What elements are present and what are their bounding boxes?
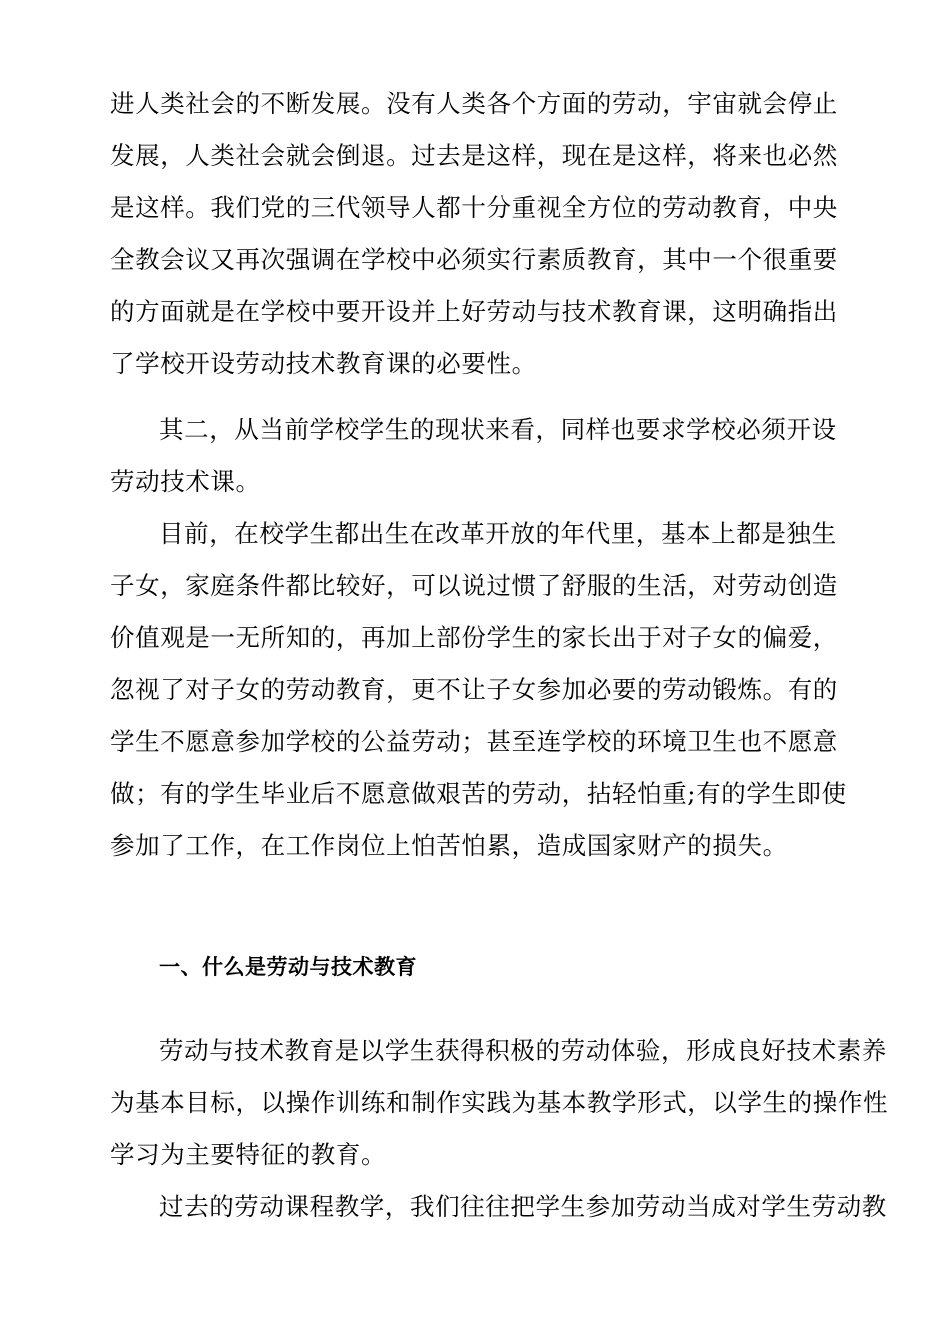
paragraph-3-line-4: 忽视了对子女的劳动教育，更不让子女参加必要的劳动锻炼。有的 xyxy=(110,675,838,704)
paragraph-4-line-3: 学习为主要特征的教育。 xyxy=(110,1140,387,1169)
paragraph-1-line-4: 全教会议又再次强调在学校中必须实行素质教育，其中一个很重要 xyxy=(110,245,838,274)
paragraph-4-line-1: 劳动与技术教育是以学生获得积极的劳动体验，形成良好技术素养 xyxy=(159,1036,887,1065)
paragraph-1-line-1: 进人类社会的不断发展。没有人类各个方面的劳动，宇宙就会停止 xyxy=(110,89,838,118)
paragraph-3-line-5: 学生不愿意参加学校的公益劳动；甚至连学校的环境卫生也不愿意 xyxy=(110,727,838,756)
paragraph-1-line-5: 的方面就是在学校中要开设并上好劳动与技术教育课，这明确指出 xyxy=(110,297,838,326)
paragraph-4-line-2: 为基本目标，以操作训练和制作实践为基本教学形式，以学生的操作性 xyxy=(110,1088,889,1117)
paragraph-1-line-2: 发展，人类社会就会倒退。过去是这样，现在是这样，将来也必然 xyxy=(110,141,838,170)
paragraph-5-line-1: 过去的劳动课程教学，我们往往把学生参加劳动当成对学生劳动教 xyxy=(159,1192,887,1221)
section-heading: 一、什么是劳动与技术教育 xyxy=(159,955,417,979)
paragraph-3-line-7: 参加了工作，在工作岗位上怕苦怕累，造成国家财产的损失。 xyxy=(110,831,788,860)
paragraph-3-line-2: 子女，家庭条件都比较好，可以说过惯了舒服的生活，对劳动创造 xyxy=(110,571,838,600)
paragraph-1-line-6: 了学校开设劳动技术教育课的必要性。 xyxy=(110,349,537,378)
paragraph-3-line-1: 目前，在校学生都出生在改革开放的年代里，基本上都是独生 xyxy=(159,519,837,548)
paragraph-3-line-3: 价值观是一无所知的，再加上部份学生的家长出于对子女的偏爱， xyxy=(110,623,838,652)
paragraph-3-line-6: 做；有的学生毕业后不愿意做艰苦的劳动，拈轻怕重;有的学生即使 xyxy=(110,779,847,808)
paragraph-1-line-3: 是这样。我们党的三代领导人都十分重视全方位的劳动教育，中央 xyxy=(110,193,838,222)
paragraph-2-line-1: 其二，从当前学校学生的现状来看，同样也要求学校必须开设 xyxy=(159,415,837,444)
paragraph-2-line-2: 劳动技术课。 xyxy=(110,467,261,496)
